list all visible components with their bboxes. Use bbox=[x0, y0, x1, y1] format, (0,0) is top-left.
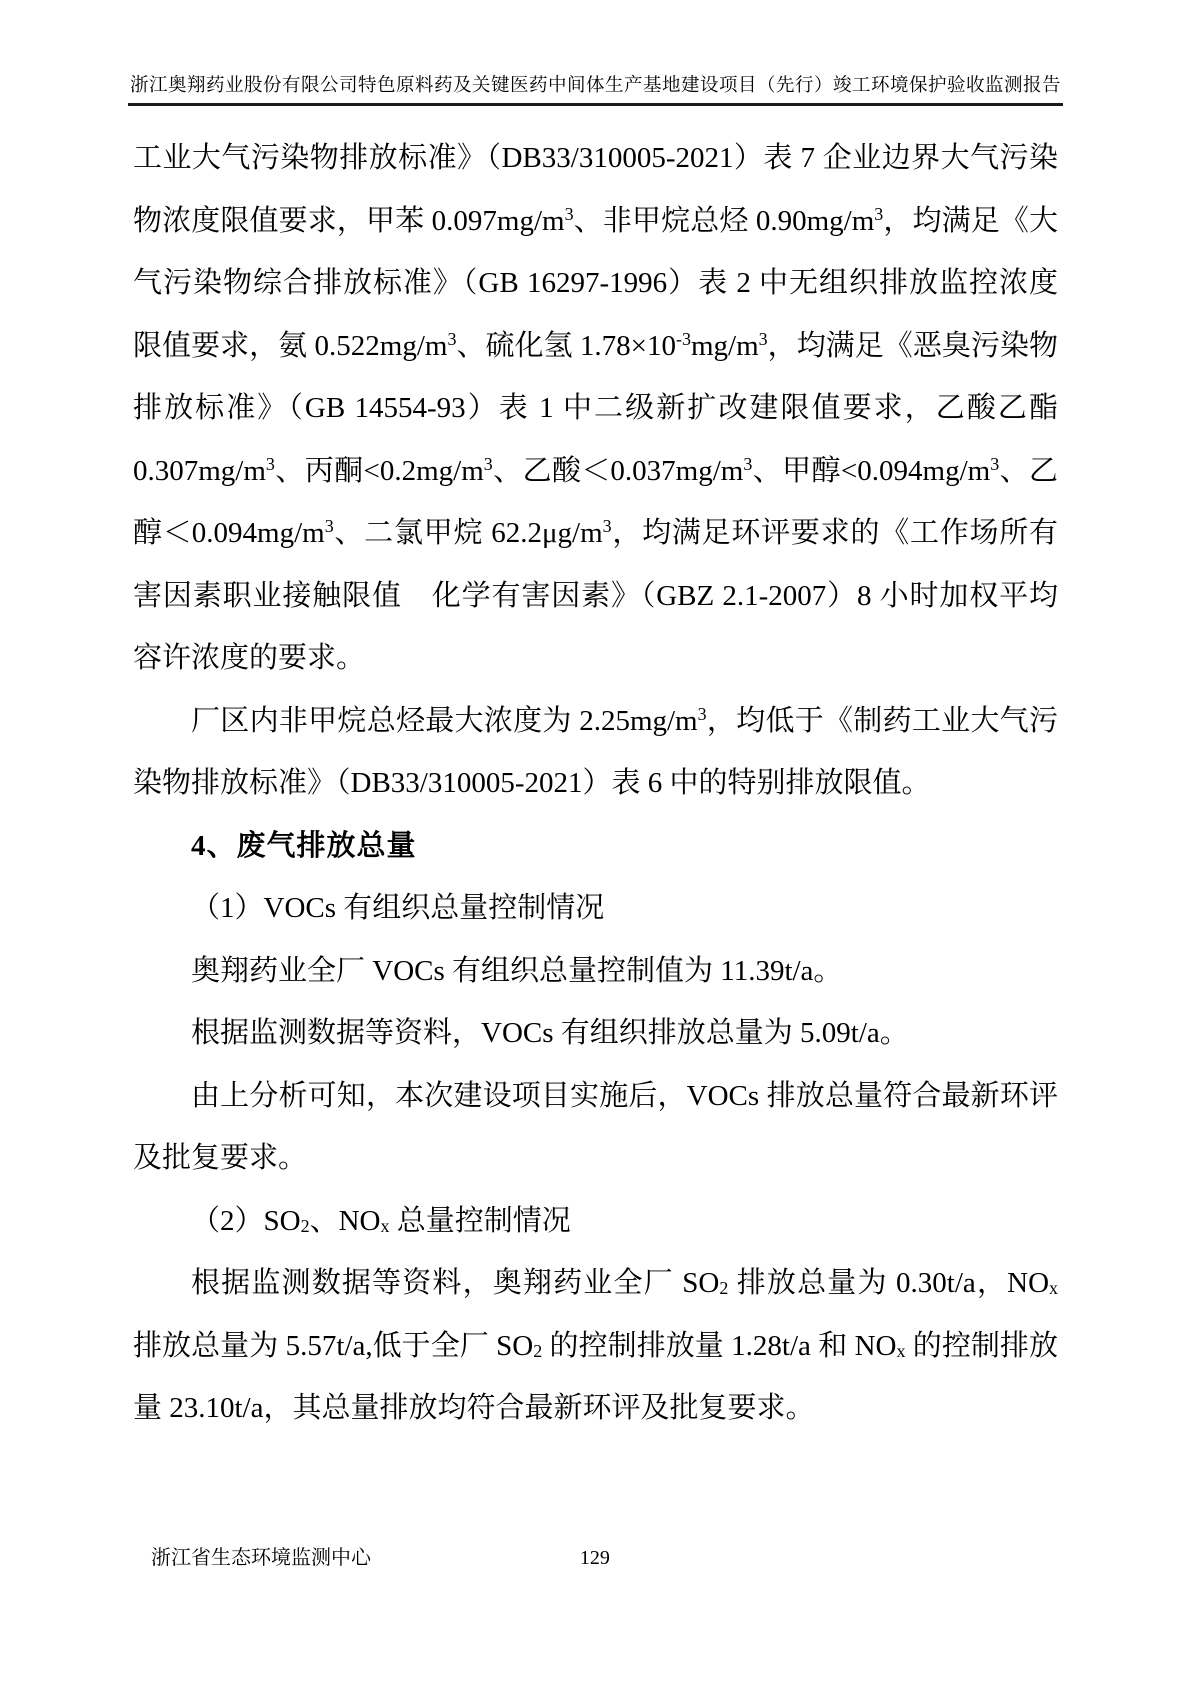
header-title: 浙江奥翔药业股份有限公司特色原料药及关键医药中间体生产基地建设项目（先行）竣工环境保护验收监测报告 bbox=[129, 76, 1061, 96]
page-header bbox=[128, 74, 1063, 106]
paragraph: 工业大气污染物排放标准》（DB33/310005-2021）表 7 企业边界大气污染物浓度限值要求，甲苯 $0.097mg/m^3$、非甲烷总烃 $0.90mg/m^3$，均满足《大气污染物综合排放标准》（GB 16297-1996）表 2 中无组织排放监控浓度限值要求，氨 $0.522mg/m^3$、硫化氢 $1.78\times 10^{-3}mg/m^3$，均满足《恶臭污染物排放标准》（GB 14554-93）表 1 中二级新扩改建限值要求，乙酸乙酯 $0.307mg/m^3$、丙酮$<0.2mg/m^3$、乙酸$<0.037mg/m^3$、甲醇$<0.094mg/m^3$、乙醇$<0.094mg/m^3$、二氯甲烷 $62.2\mu g/m^3$，均满足环评要求的《工作场所有害因素职业接触限值 化学有害因素》（GBZ 2.1-2007）8 小时加权平均容许浓度的要求。 bbox=[133, 142, 1058, 674]
paragraph: $(2)SO_2$、$NO_x$ 总量控制情况 bbox=[191, 1204, 571, 1237]
paragraph: 厂区内非甲烷总烃最大浓度为 $2.25mg/m^3$，均低于《制药工业大气污染物排放标准》（DB33/310005-2021）表 6 中的特别排放限值。 bbox=[133, 703, 1058, 799]
body bbox=[133, 127, 1058, 1440]
footer-organization: 浙江省生态环境监测中心 bbox=[151, 1547, 371, 1569]
section-heading: 4、废气排放总量 bbox=[191, 829, 417, 862]
paragraph: （1）VOCs 有组织总量控制情况 bbox=[191, 892, 605, 924]
paragraph: 根据监测数据等资料，VOCs 有组织排放总量为 5.09t/a。 bbox=[191, 1017, 909, 1049]
paragraph: 奥翔药业全厂 VOCs 有组织总量控制值为 11.39t/a。 bbox=[191, 954, 843, 987]
page-footer bbox=[133, 1543, 1058, 1573]
paragraph: 根据监测数据等资料，奥翔药业全厂 $SO_2$ 排放总量为 0.30t/a，$NO_x$ 排放总量为 5.57t/a,低于全厂 $SO_2$ 的控制排放量 1.28t/a 和 $NO_x$ 的控制排放量 23.10t/a，其总量排放均符合最新环评及批复要求。 bbox=[133, 1267, 1059, 1424]
paragraph: 由上分析可知，本次建设项目实施后，VOCs 排放总量符合最新环评及批复要求。 bbox=[133, 1079, 1058, 1174]
page-number: 129 bbox=[579, 1547, 610, 1569]
